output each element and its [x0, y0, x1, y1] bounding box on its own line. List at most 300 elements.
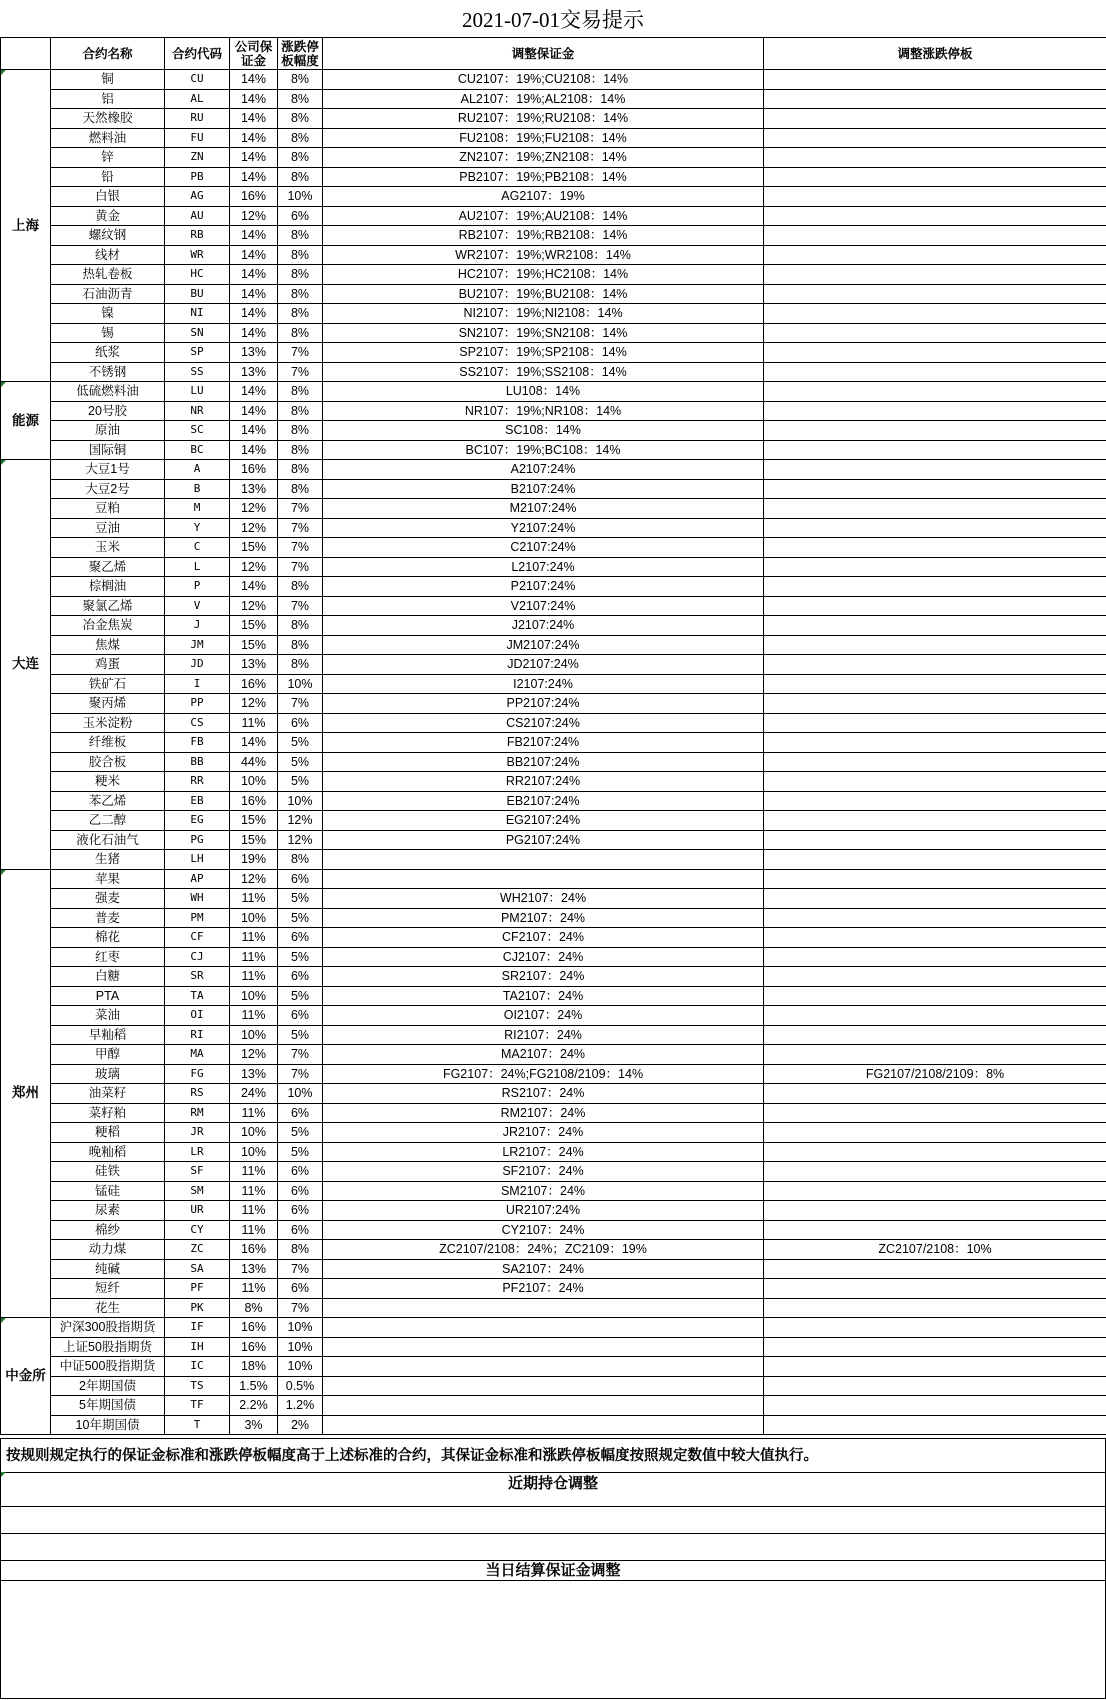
contract-code-cell: C	[165, 538, 230, 558]
contract-name-cell: 尿素	[51, 1201, 165, 1221]
company-margin-cell: 11%	[230, 967, 278, 987]
adjusted-margin-cell	[323, 1298, 764, 1318]
contract-name-cell: 天然橡胶	[51, 109, 165, 129]
company-margin-cell: 14%	[230, 167, 278, 187]
contract-code-cell: AG	[165, 187, 230, 207]
limit-range-cell: 6%	[278, 713, 323, 733]
adjusted-limit-cell	[764, 382, 1106, 402]
exchange-cell: 郑州	[1, 869, 51, 1318]
contract-code-cell: CS	[165, 713, 230, 733]
contract-code-cell: IC	[165, 1357, 230, 1377]
adjusted-limit-cell	[764, 1259, 1106, 1279]
adjusted-margin-cell: BU2107：19%;BU2108：14%	[323, 284, 764, 304]
company-margin-cell: 14%	[230, 284, 278, 304]
limit-range-cell: 8%	[278, 850, 323, 870]
limit-range-cell: 5%	[278, 986, 323, 1006]
company-margin-cell: 1.5%	[230, 1376, 278, 1396]
contract-name-cell: 国际铜	[51, 440, 165, 460]
adjusted-limit-cell	[764, 791, 1106, 811]
contract-name-cell: 花生	[51, 1298, 165, 1318]
table-row	[1, 499, 1106, 519]
adjusted-margin-cell	[323, 1337, 764, 1357]
adjusted-limit-cell	[764, 304, 1106, 324]
table-row	[1, 401, 1106, 421]
table-row	[1, 655, 1106, 675]
contract-name-cell: 纤维板	[51, 733, 165, 753]
contract-name-cell: 硅铁	[51, 1162, 165, 1182]
limit-range-cell: 7%	[278, 694, 323, 714]
table-row	[1, 1181, 1106, 1201]
table-row	[1, 1318, 1106, 1338]
contract-code-cell: B	[165, 479, 230, 499]
exchange-cell: 中金所	[1, 1318, 51, 1435]
limit-range-cell: 8%	[278, 265, 323, 285]
contract-name-cell: 胶合板	[51, 752, 165, 772]
company-margin-cell: 3%	[230, 1415, 278, 1435]
contract-code-cell: PG	[165, 830, 230, 850]
company-margin-cell: 15%	[230, 616, 278, 636]
contract-name-cell: 镍	[51, 304, 165, 324]
table-row	[1, 206, 1106, 226]
company-margin-cell: 10%	[230, 772, 278, 792]
contract-name-cell: 20号胶	[51, 401, 165, 421]
table-row	[1, 1123, 1106, 1143]
adjusted-margin-cell: PB2107：19%;PB2108：14%	[323, 167, 764, 187]
page-title: 2021-07-01交易提示	[462, 8, 644, 32]
limit-range-cell: 8%	[278, 401, 323, 421]
adjusted-margin-cell: UR2107:24%	[323, 1201, 764, 1221]
contract-name-cell: 热轧卷板	[51, 265, 165, 285]
contract-name-cell: 锡	[51, 323, 165, 343]
contract-code-cell: PB	[165, 167, 230, 187]
adjusted-margin-cell: SS2107：19%;SS2108：14%	[323, 362, 764, 382]
adjusted-margin-cell: MA2107：24%	[323, 1045, 764, 1065]
table-row	[1, 947, 1106, 967]
limit-range-cell: 7%	[278, 1259, 323, 1279]
contract-code-cell: SR	[165, 967, 230, 987]
contract-name-cell: 苯乙烯	[51, 791, 165, 811]
contract-code-cell: RU	[165, 109, 230, 129]
limit-range-cell: 10%	[278, 1357, 323, 1377]
adjusted-limit-cell	[764, 616, 1106, 636]
limit-range-cell: 8%	[278, 89, 323, 109]
contract-code-cell: HC	[165, 265, 230, 285]
contract-code-cell: FB	[165, 733, 230, 753]
adjusted-limit-cell	[764, 1357, 1106, 1377]
contract-code-cell: TS	[165, 1376, 230, 1396]
contract-name-cell: 白银	[51, 187, 165, 207]
limit-range-cell: 8%	[278, 635, 323, 655]
header-adjusted-margin: 调整保证金	[323, 38, 764, 70]
limit-range-cell: 6%	[278, 1006, 323, 1026]
table-row	[1, 187, 1106, 207]
company-margin-cell: 16%	[230, 1240, 278, 1260]
contract-code-cell: TF	[165, 1396, 230, 1416]
limit-range-cell: 8%	[278, 226, 323, 246]
adjusted-limit-cell	[764, 226, 1106, 246]
contract-code-cell: JM	[165, 635, 230, 655]
limit-range-cell: 7%	[278, 1298, 323, 1318]
limit-range-cell: 6%	[278, 1220, 323, 1240]
contract-code-cell: PM	[165, 908, 230, 928]
limit-range-cell: 5%	[278, 889, 323, 909]
company-margin-cell: 15%	[230, 538, 278, 558]
contract-name-cell: 上证50股指期货	[51, 1337, 165, 1357]
limit-range-cell: 6%	[278, 1103, 323, 1123]
adjusted-margin-cell: SC108：14%	[323, 421, 764, 441]
contract-code-cell: V	[165, 596, 230, 616]
adjusted-limit-cell	[764, 986, 1106, 1006]
adjusted-margin-cell: SP2107：19%;SP2108：14%	[323, 343, 764, 363]
adjusted-margin-cell: AU2107：19%;AU2108：14%	[323, 206, 764, 226]
contract-code-cell: JD	[165, 655, 230, 675]
contract-code-cell: PF	[165, 1279, 230, 1299]
limit-range-cell: 8%	[278, 148, 323, 168]
contract-code-cell: BU	[165, 284, 230, 304]
header-margin-line2: 证金	[240, 53, 266, 68]
adjusted-margin-cell: SA2107：24%	[323, 1259, 764, 1279]
adjusted-margin-cell: OI2107：24%	[323, 1006, 764, 1026]
table-row	[1, 1279, 1106, 1299]
contract-name-cell: 聚氯乙烯	[51, 596, 165, 616]
company-margin-cell: 10%	[230, 908, 278, 928]
contract-name-cell: 鸡蛋	[51, 655, 165, 675]
table-row	[1, 70, 1106, 90]
contract-code-cell: UR	[165, 1201, 230, 1221]
company-margin-cell: 11%	[230, 889, 278, 909]
contract-code-cell: RB	[165, 226, 230, 246]
contract-name-cell: 黄金	[51, 206, 165, 226]
contract-name-cell: 菜油	[51, 1006, 165, 1026]
adjusted-limit-cell	[764, 947, 1106, 967]
company-margin-cell: 19%	[230, 850, 278, 870]
table-row	[1, 772, 1106, 792]
contract-name-cell: 铝	[51, 89, 165, 109]
company-margin-cell: 16%	[230, 1337, 278, 1357]
limit-range-cell: 2%	[278, 1415, 323, 1435]
company-margin-cell: 8%	[230, 1298, 278, 1318]
contract-code-cell: A	[165, 460, 230, 480]
adjusted-limit-cell	[764, 908, 1106, 928]
contract-code-cell: SP	[165, 343, 230, 363]
adjusted-margin-cell: J2107:24%	[323, 616, 764, 636]
contract-code-cell: PP	[165, 694, 230, 714]
contract-name-cell: 生猪	[51, 850, 165, 870]
adjusted-limit-cell	[764, 1220, 1106, 1240]
table-row	[1, 1259, 1106, 1279]
adjusted-margin-cell: LU108：14%	[323, 382, 764, 402]
table-row	[1, 538, 1106, 558]
recent-position-blank-row-2	[0, 1534, 1106, 1561]
contract-code-cell: AP	[165, 869, 230, 889]
table-row	[1, 791, 1106, 811]
adjusted-limit-cell	[764, 1142, 1106, 1162]
adjusted-limit-cell	[764, 733, 1106, 753]
adjusted-margin-cell: NI2107：19%;NI2108：14%	[323, 304, 764, 324]
limit-range-cell: 7%	[278, 596, 323, 616]
contract-code-cell: NR	[165, 401, 230, 421]
adjusted-margin-cell: JM2107:24%	[323, 635, 764, 655]
company-margin-cell: 12%	[230, 694, 278, 714]
contract-name-cell: 铁矿石	[51, 674, 165, 694]
table-row	[1, 1103, 1106, 1123]
table-row	[1, 1162, 1106, 1182]
limit-range-cell: 8%	[278, 577, 323, 597]
company-margin-cell: 11%	[230, 1181, 278, 1201]
contract-code-cell: IF	[165, 1318, 230, 1338]
adjusted-limit-cell	[764, 1396, 1106, 1416]
table-row	[1, 362, 1106, 382]
limit-range-cell: 5%	[278, 1123, 323, 1143]
table-row	[1, 1357, 1106, 1377]
contract-name-cell: 菜籽粕	[51, 1103, 165, 1123]
contract-code-cell: SN	[165, 323, 230, 343]
company-margin-cell: 14%	[230, 421, 278, 441]
table-row	[1, 713, 1106, 733]
company-margin-cell: 11%	[230, 1103, 278, 1123]
limit-range-cell: 10%	[278, 791, 323, 811]
table-row	[1, 1220, 1106, 1240]
contract-code-cell: AU	[165, 206, 230, 226]
company-margin-cell: 14%	[230, 109, 278, 129]
contract-code-cell: Y	[165, 518, 230, 538]
contract-name-cell: 乙二醇	[51, 811, 165, 831]
limit-range-cell: 8%	[278, 323, 323, 343]
limit-range-cell: 7%	[278, 538, 323, 558]
limit-range-cell: 5%	[278, 752, 323, 772]
adjusted-margin-cell: BB2107:24%	[323, 752, 764, 772]
adjusted-margin-cell: Y2107:24%	[323, 518, 764, 538]
contract-code-cell: FU	[165, 128, 230, 148]
company-margin-cell: 12%	[230, 499, 278, 519]
contract-name-cell: 聚乙烯	[51, 557, 165, 577]
table-row	[1, 1084, 1106, 1104]
adjusted-limit-cell	[764, 538, 1106, 558]
contract-code-cell: CY	[165, 1220, 230, 1240]
adjusted-margin-cell: PF2107：24%	[323, 1279, 764, 1299]
limit-range-cell: 7%	[278, 518, 323, 538]
adjusted-limit-cell	[764, 1318, 1106, 1338]
table-row	[1, 460, 1106, 480]
limit-range-cell: 0.5%	[278, 1376, 323, 1396]
contract-name-cell: 大豆2号	[51, 479, 165, 499]
company-margin-cell: 11%	[230, 947, 278, 967]
header-company-margin	[230, 38, 278, 70]
table-row	[1, 343, 1106, 363]
exchange-cell: 能源	[1, 382, 51, 460]
company-margin-cell: 12%	[230, 518, 278, 538]
exchange-cell: 上海	[1, 70, 51, 382]
header-exchange	[1, 38, 51, 70]
adjusted-limit-cell	[764, 421, 1106, 441]
limit-range-cell: 5%	[278, 1025, 323, 1045]
adjusted-margin-cell: TA2107：24%	[323, 986, 764, 1006]
contract-code-cell: ZN	[165, 148, 230, 168]
company-margin-cell: 11%	[230, 1162, 278, 1182]
settlement-margin-heading: 当日结算保证金调整	[0, 1561, 1106, 1581]
contract-code-cell: LR	[165, 1142, 230, 1162]
table-row	[1, 304, 1106, 324]
header-limit-line2: 板幅度	[281, 53, 319, 68]
contract-code-cell: FG	[165, 1064, 230, 1084]
contract-name-cell: 冶金焦炭	[51, 616, 165, 636]
table-row	[1, 596, 1106, 616]
limit-range-cell: 6%	[278, 928, 323, 948]
company-margin-cell: 14%	[230, 323, 278, 343]
company-margin-cell: 13%	[230, 1064, 278, 1084]
contract-name-cell: 低硫燃料油	[51, 382, 165, 402]
limit-range-cell: 8%	[278, 1240, 323, 1260]
contract-code-cell: TA	[165, 986, 230, 1006]
adjusted-limit-cell	[764, 323, 1106, 343]
contract-code-cell: RI	[165, 1025, 230, 1045]
limit-range-cell: 7%	[278, 557, 323, 577]
limit-range-cell: 6%	[278, 1201, 323, 1221]
company-margin-cell: 11%	[230, 1006, 278, 1026]
limit-range-cell: 12%	[278, 830, 323, 850]
contract-name-cell: 豆油	[51, 518, 165, 538]
contract-code-cell: OI	[165, 1006, 230, 1026]
table-row	[1, 557, 1106, 577]
limit-range-cell: 5%	[278, 733, 323, 753]
company-margin-cell: 16%	[230, 460, 278, 480]
contract-name-cell: 中证500股指期货	[51, 1357, 165, 1377]
adjusted-margin-cell: RS2107：24%	[323, 1084, 764, 1104]
limit-range-cell: 6%	[278, 869, 323, 889]
contract-name-cell: 玻璃	[51, 1064, 165, 1084]
company-margin-cell: 14%	[230, 128, 278, 148]
adjusted-margin-cell	[323, 1396, 764, 1416]
adjusted-limit-cell	[764, 889, 1106, 909]
footer-note: 按规则规定执行的保证金标准和涨跌停板幅度高于上述标准的合约，其保证金标准和涨跌停板幅度按照规定数值中较大值执行。	[0, 1438, 1106, 1473]
adjusted-limit-cell	[764, 1103, 1106, 1123]
company-margin-cell: 14%	[230, 265, 278, 285]
header-limit-line1: 涨跌停	[281, 39, 319, 54]
company-margin-cell: 14%	[230, 401, 278, 421]
table-row	[1, 811, 1106, 831]
table-row	[1, 635, 1106, 655]
table-row	[1, 479, 1106, 499]
limit-range-cell: 8%	[278, 655, 323, 675]
adjusted-limit-cell	[764, 811, 1106, 831]
adjusted-margin-cell: AG2107：19%	[323, 187, 764, 207]
contract-name-cell: 大豆1号	[51, 460, 165, 480]
table-row	[1, 1045, 1106, 1065]
adjusted-limit-cell	[764, 655, 1106, 675]
company-margin-cell: 12%	[230, 869, 278, 889]
table-row	[1, 1337, 1106, 1357]
contract-name-cell: 普麦	[51, 908, 165, 928]
table-row	[1, 694, 1106, 714]
contract-code-cell: I	[165, 674, 230, 694]
limit-range-cell: 8%	[278, 167, 323, 187]
contract-code-cell: RM	[165, 1103, 230, 1123]
adjusted-limit-cell	[764, 245, 1106, 265]
limit-range-cell: 10%	[278, 1318, 323, 1338]
adjusted-limit-cell	[764, 1279, 1106, 1299]
contract-code-cell: RR	[165, 772, 230, 792]
adjusted-limit-cell	[764, 499, 1106, 519]
company-margin-cell: 14%	[230, 440, 278, 460]
table-row	[1, 1025, 1106, 1045]
adjusted-margin-cell: NR107：19%;NR108：14%	[323, 401, 764, 421]
limit-range-cell: 10%	[278, 187, 323, 207]
company-margin-cell: 24%	[230, 1084, 278, 1104]
adjusted-margin-cell: CJ2107：24%	[323, 947, 764, 967]
contract-name-cell: 动力煤	[51, 1240, 165, 1260]
adjusted-limit-cell	[764, 89, 1106, 109]
company-margin-cell: 13%	[230, 1259, 278, 1279]
adjusted-margin-cell: CY2107：24%	[323, 1220, 764, 1240]
adjusted-margin-cell: SN2107：19%;SN2108：14%	[323, 323, 764, 343]
limit-range-cell: 10%	[278, 674, 323, 694]
adjusted-limit-cell	[764, 187, 1106, 207]
adjusted-margin-cell	[323, 1357, 764, 1377]
table-row	[1, 128, 1106, 148]
company-margin-cell: 11%	[230, 1279, 278, 1299]
contract-name-cell: 沪深300股指期货	[51, 1318, 165, 1338]
adjusted-limit-cell	[764, 830, 1106, 850]
contract-name-cell: 晚籼稻	[51, 1142, 165, 1162]
company-margin-cell: 14%	[230, 226, 278, 246]
recent-position-blank-row-1	[0, 1507, 1106, 1534]
limit-range-cell: 12%	[278, 811, 323, 831]
adjusted-margin-cell: FB2107:24%	[323, 733, 764, 753]
adjusted-margin-cell: SF2107：24%	[323, 1162, 764, 1182]
header-limit-range	[278, 38, 323, 70]
contract-name-cell: 聚丙烯	[51, 694, 165, 714]
adjusted-margin-cell: RU2107：19%;RU2108：14%	[323, 109, 764, 129]
settlement-margin-body	[0, 1581, 1106, 1699]
contract-name-cell: 粳稻	[51, 1123, 165, 1143]
limit-range-cell: 6%	[278, 1279, 323, 1299]
table-row	[1, 616, 1106, 636]
contract-name-cell: 铅	[51, 167, 165, 187]
company-margin-cell: 11%	[230, 928, 278, 948]
adjusted-margin-cell: CU2107：19%;CU2108：14%	[323, 70, 764, 90]
contract-code-cell: CJ	[165, 947, 230, 967]
company-margin-cell: 12%	[230, 557, 278, 577]
adjusted-limit-cell	[764, 869, 1106, 889]
adjusted-limit-cell	[764, 967, 1106, 987]
adjusted-limit-cell	[764, 1025, 1106, 1045]
adjusted-limit-cell	[764, 362, 1106, 382]
adjusted-limit-cell	[764, 460, 1106, 480]
contract-name-cell: 螺纹钢	[51, 226, 165, 246]
contract-code-cell: T	[165, 1415, 230, 1435]
adjusted-limit-cell	[764, 1201, 1106, 1221]
contract-code-cell: RS	[165, 1084, 230, 1104]
table-row	[1, 323, 1106, 343]
contract-code-cell: WH	[165, 889, 230, 909]
contract-name-cell: 纯碱	[51, 1259, 165, 1279]
adjusted-limit-cell	[764, 343, 1106, 363]
adjusted-margin-cell: PM2107：24%	[323, 908, 764, 928]
table-row	[1, 1396, 1106, 1416]
table-row	[1, 889, 1106, 909]
company-margin-cell: 11%	[230, 713, 278, 733]
contract-name-cell: 玉米淀粉	[51, 713, 165, 733]
adjusted-limit-cell	[764, 518, 1106, 538]
contract-code-cell: IH	[165, 1337, 230, 1357]
contract-name-cell: 油菜籽	[51, 1084, 165, 1104]
table-row	[1, 421, 1106, 441]
table-row	[1, 167, 1106, 187]
limit-range-cell: 6%	[278, 1162, 323, 1182]
contract-name-cell: 强麦	[51, 889, 165, 909]
adjusted-limit-cell	[764, 752, 1106, 772]
adjusted-limit-cell	[764, 1084, 1106, 1104]
